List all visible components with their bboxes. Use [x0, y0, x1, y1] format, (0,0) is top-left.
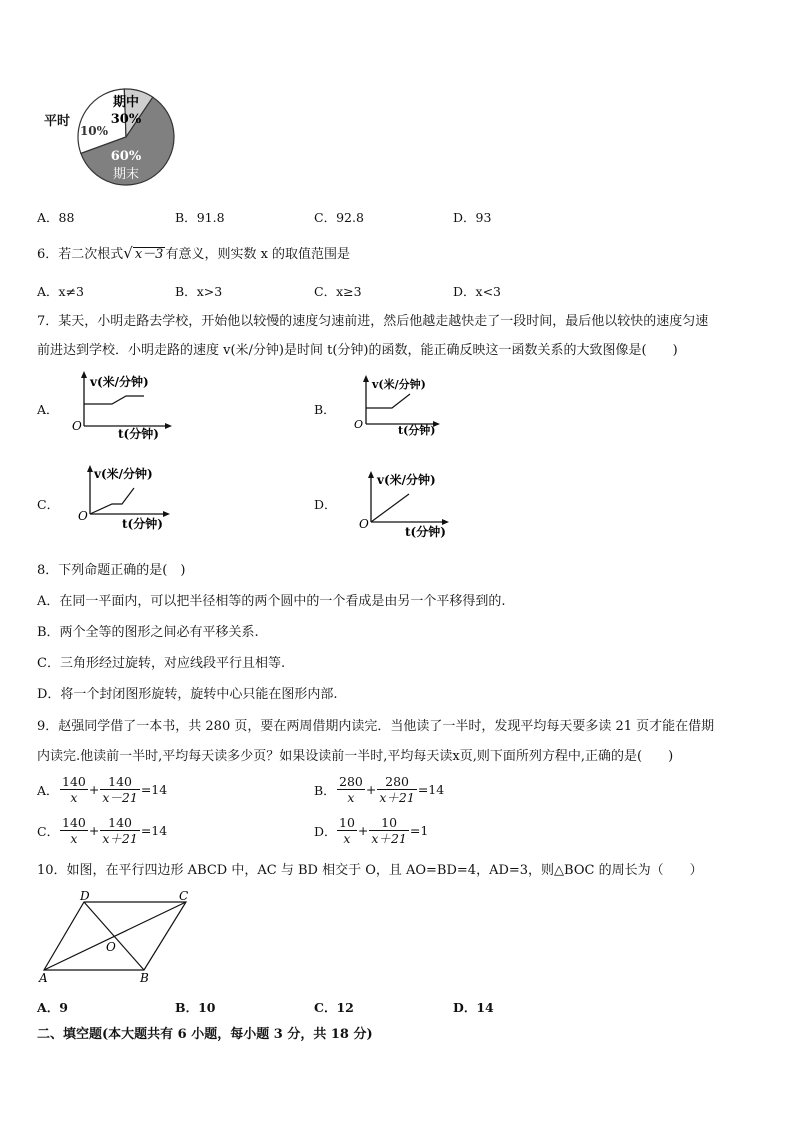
q7-graph-a[interactable] — [68, 370, 178, 440]
q8-option-b[interactable]: B．两个全等的图形之间必有平移关系. — [37, 625, 259, 640]
q10-stem: 10．如图，在平行四边形 ABCD 中，AC 与 BD 相交于 O，且 AO=BD=4，AD=3，则△BOC 的周长为（ ） — [37, 863, 703, 878]
q6-option-a[interactable]: A．x≠3 — [37, 284, 85, 299]
svg-text:v(米/分钟): v(米/分钟) — [377, 473, 436, 487]
svg-text:O: O — [106, 940, 116, 954]
q8-option-d[interactable]: D．将一个封闭图形旋转，旋转中心只能在图形内部. — [37, 687, 338, 702]
q8-stem: 8．下列命题正确的是( ) — [37, 563, 186, 578]
svg-text:C: C — [179, 890, 189, 903]
svg-text:t(分钟): t(分钟) — [122, 517, 163, 531]
q9-stem-line2: 内读完.他读前一半时,平均每天读多少页？如果设读前一半时,平均每天读x页,则下面所列方程中,正确的是( ) — [37, 749, 674, 764]
svg-text:O: O — [354, 418, 364, 431]
q6-radicand: x－3 — [134, 247, 164, 262]
q10-parallelogram-figure — [36, 890, 196, 986]
svg-text:A: A — [39, 971, 48, 985]
q7-option-b-label[interactable]: B． — [314, 402, 336, 417]
q7-option-c-label[interactable]: C． — [37, 497, 60, 512]
svg-text:B: B — [140, 971, 149, 985]
q6-option-d[interactable]: D．x<3 — [453, 284, 502, 299]
q6-option-c[interactable]: C．x≥3 — [314, 284, 362, 299]
q9-option-d[interactable]: D． $\frac{10}{x}$ + $\frac{10}{x+21}$ =1 — [314, 815, 429, 846]
pie-label-pingshi-pct: 10% — [79, 124, 109, 138]
svg-text:O: O — [78, 509, 88, 523]
q7-stem-line1: 7．某天，小明走路去学校，开始他以较慢的速度匀速前进，然后他越走越快走了一段时间，最后他以较快的速度匀速 — [37, 314, 709, 329]
q5-option-b[interactable]: B．91.8 — [175, 210, 225, 225]
q7-option-a-label[interactable]: A． — [37, 402, 59, 417]
pie-label-qimo-name: 期末 — [112, 167, 140, 182]
q6-stem: 6．若二次根式√ x－3 有意义，则实数 x 的取值范围是 — [37, 244, 351, 262]
svg-text:t(分钟): t(分钟) — [405, 525, 446, 539]
q10-option-b[interactable]: B．10 — [175, 1000, 216, 1015]
section2-heading: 二、填空题(本大题共有 6 小题，每小题 3 分，共 18 分) — [37, 1027, 373, 1042]
q8-option-c[interactable]: C．三角形经过旋转，对应线段平行且相等. — [37, 656, 286, 671]
q7-graph-d[interactable] — [355, 470, 455, 540]
svg-text:t(分钟): t(分钟) — [118, 427, 159, 440]
svg-text:O: O — [359, 517, 369, 531]
q7-option-d-label[interactable]: D． — [314, 497, 337, 512]
q5-option-c[interactable]: C．92.8 — [314, 210, 364, 225]
q10-option-d[interactable]: D．14 — [453, 1000, 494, 1015]
pie-label-qizhong-pct: 30% — [110, 112, 142, 127]
q5-option-a[interactable]: A．88 — [37, 210, 75, 225]
svg-text:O: O — [72, 419, 82, 433]
pie-chart — [74, 86, 178, 188]
svg-text:v(米/分钟): v(米/分钟) — [90, 375, 149, 389]
q5-option-d[interactable]: D．93 — [453, 210, 492, 225]
q9-option-a[interactable]: A． $\frac{140}{x}$ + $\frac{140}{x-21}$ =14 — [37, 774, 168, 805]
q9-option-c[interactable]: C． $\frac{140}{x}$ + $\frac{140}{x+21}$ =14 — [37, 815, 168, 846]
q9-option-b[interactable]: B． $\frac{280}{x}$ + $\frac{280}{x+21}$ =14 — [314, 774, 445, 805]
q9-stem-line1: 9．赵强同学借了一本书，共 280 页，要在两周借期内读完．当他读了一半时，发现平均每天要多读 21 页才能在借期 — [37, 719, 715, 734]
q6-option-b[interactable]: B．x>3 — [175, 284, 223, 299]
q7-stem-line2: 前进达到学校．小明走路的速度 v(米/分钟)是时间 t(分钟)的函数，能正确反映这一函数关系的大致图像是( ) — [37, 343, 678, 358]
svg-text:v(米/分钟): v(米/分钟) — [372, 378, 426, 391]
pie-label-qimo-pct: 60% — [110, 149, 142, 164]
q8-option-a[interactable]: A．在同一平面内，可以把半径相等的两个圆中的一个看成是由另一个平移得到的. — [37, 594, 506, 609]
q10-option-c[interactable]: C．12 — [314, 1000, 354, 1015]
pie-label-qizhong-name: 期中 — [112, 95, 140, 110]
q10-option-a[interactable]: A．9 — [37, 1000, 68, 1015]
svg-text:D: D — [80, 890, 90, 903]
q7-graph-c[interactable] — [74, 464, 174, 534]
svg-text:t(分钟): t(分钟) — [398, 424, 436, 437]
pie-side-label: 平时 — [44, 114, 71, 129]
q7-graph-b[interactable] — [350, 374, 445, 440]
svg-text:v(米/分钟): v(米/分钟) — [94, 467, 153, 481]
